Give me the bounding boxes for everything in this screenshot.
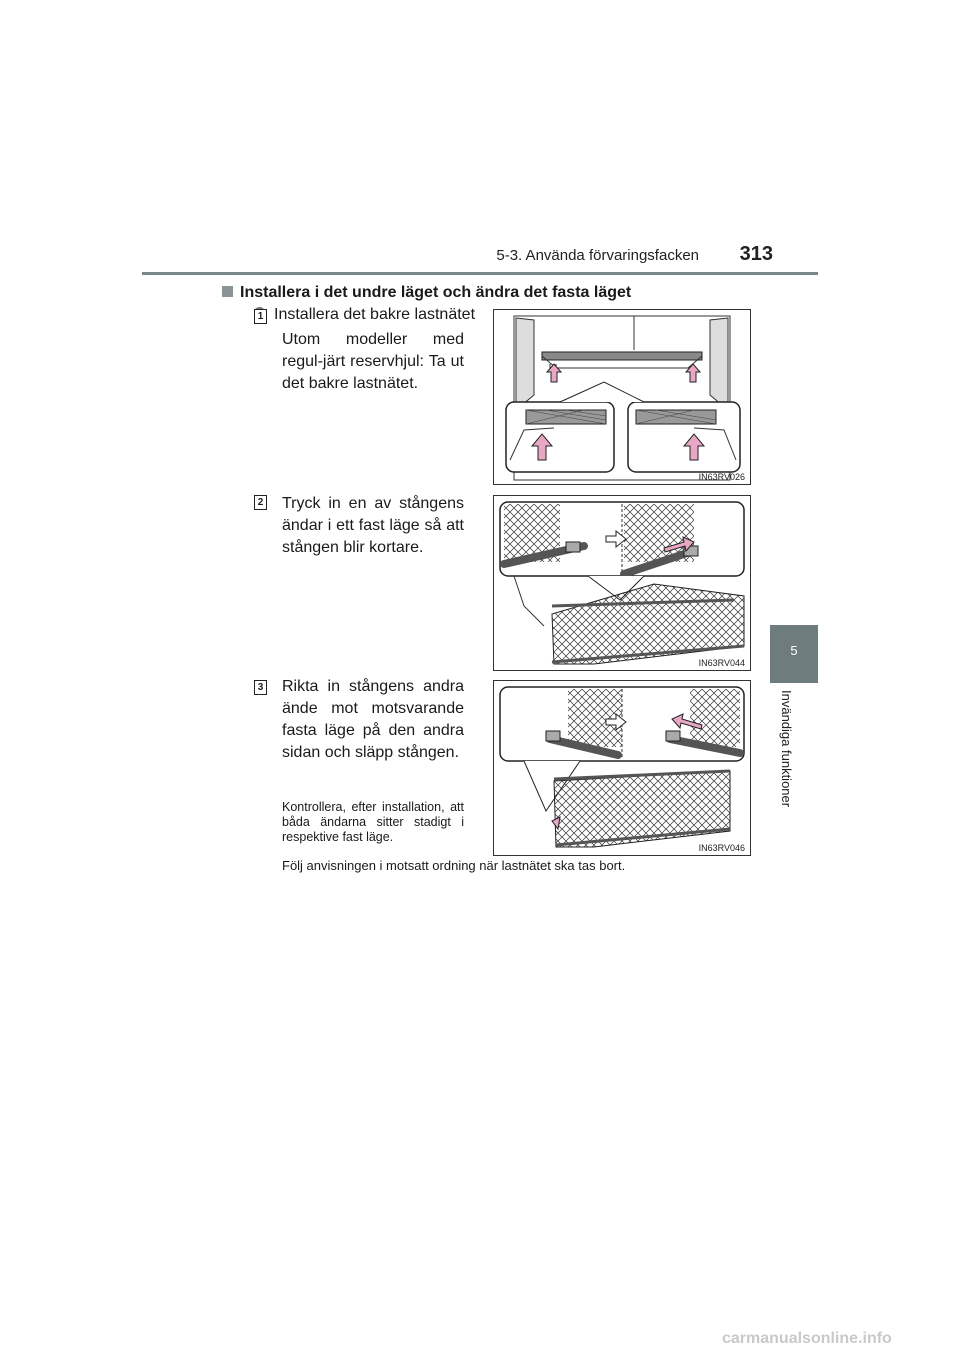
figure-code-1: IN63RV026 [698,472,745,482]
cargo-net-bar-push-illustration-icon [494,496,750,670]
section-title: 5-3. Använda förvaringsfacken [496,247,699,264]
chapter-title: Invändiga funktioner [779,690,794,808]
section-heading [222,284,631,302]
removal-note: Följ anvisningen i motsatt ordning när lastnätet ska tas bort. [282,858,626,873]
figure-3 [493,680,751,856]
header-rule [142,272,818,275]
step-number-1: 1 [254,309,267,324]
bullet-item [254,306,475,324]
step-text-3: Rikta in stångens andra ände mot motsvarande fasta läge på den andra sidan och släpp stången. [282,678,464,761]
bullet-text: Installera det bakre lastnätet [274,306,476,323]
step-number-2: 2 [254,495,267,510]
chapter-number: 5 [790,643,798,658]
figure-code-3: IN63RV046 [698,843,745,853]
step-number-3: 3 [254,680,267,695]
step-text-1: Utom modeller med regul-järt reservhjul: Ta ut det bakre lastnätet. [282,331,464,392]
chapter-tab [770,625,818,683]
figure-code-2: IN63RV044 [698,658,745,668]
watermark: carmanualsonline.info [722,1330,892,1347]
page-header [479,243,779,273]
cargo-net-removal-illustration-icon [494,310,750,484]
cargo-net-bar-release-illustration-icon [494,681,750,855]
step-text-2: Tryck in en av stångens ändar i ett fast läge så att stången blir kortare. [282,495,464,556]
figure-1 [493,309,751,485]
square-bullet-icon [222,286,233,297]
figure-2 [493,495,751,671]
page-number: 313 [739,243,773,265]
installation-note: Kontrollera, efter installation, att båda ändarna sitter stadigt i respektive fast läge. [282,800,464,844]
heading-text: Installera i det undre läget och ändra det fasta läget [240,284,632,301]
